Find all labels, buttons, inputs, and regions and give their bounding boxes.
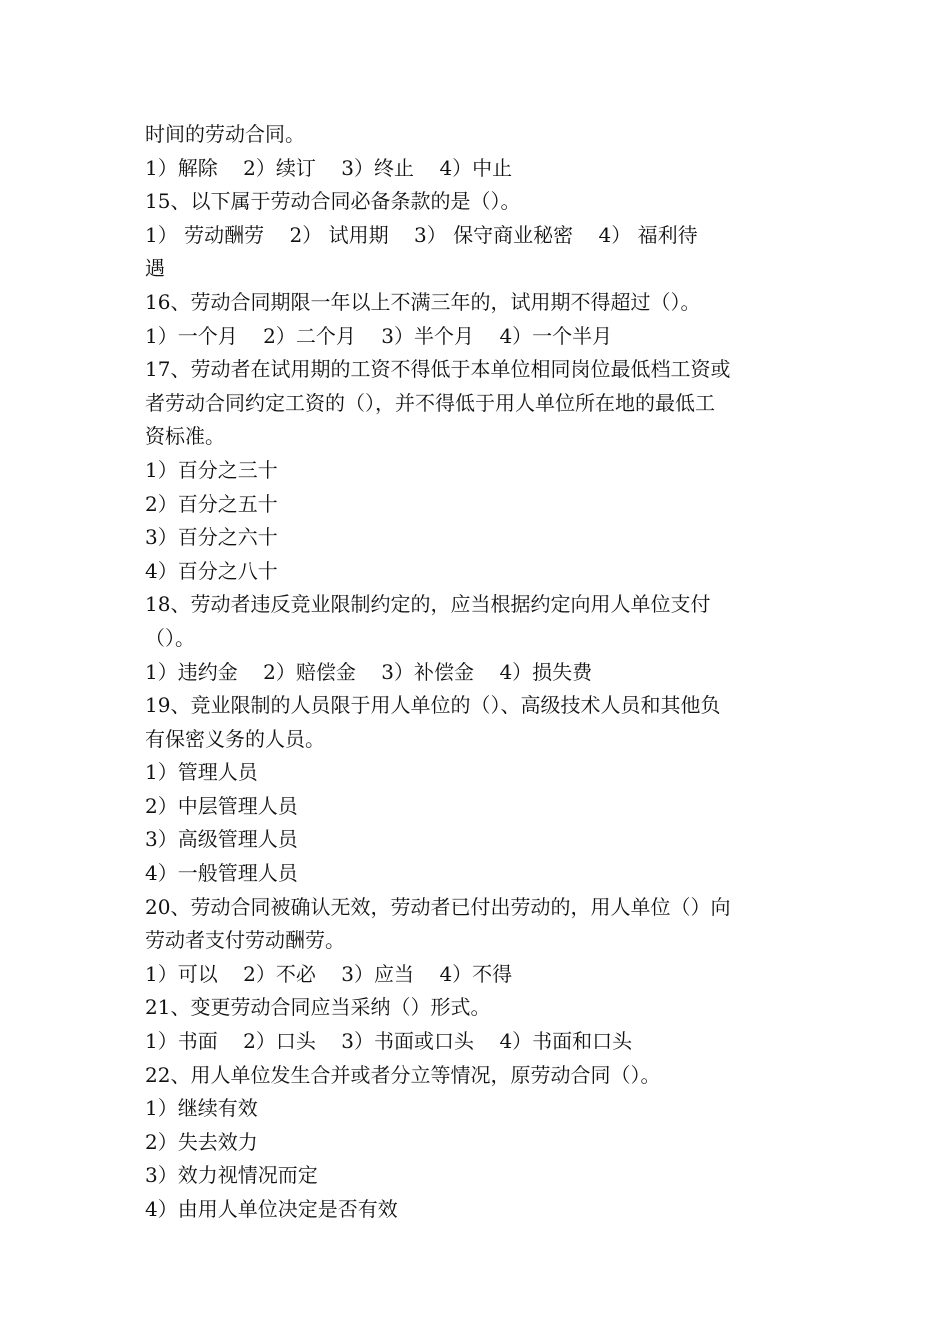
answer-option: 1）管理人员 — [145, 760, 258, 785]
answer-options: 1）违约金 2）赔偿金 3）补偿金 4）损失费 — [145, 659, 593, 684]
answer-options: 1）一个月 2）二个月 3）半个月 4）一个半月 — [145, 323, 613, 348]
answer-options: 1） 劳动酬劳 2） 试用期 3） 保守商业秘密 4） 福利待 — [145, 222, 698, 247]
answer-option: 3）高级管理人员 — [145, 827, 298, 852]
answer-option: 2）中层管理人员 — [145, 793, 298, 818]
text-line: 有保密义务的人员。 — [145, 726, 325, 751]
answer-option: 1）继续有效 — [145, 1096, 258, 1121]
answer-option: 3）效力视情况而定 — [145, 1163, 318, 1188]
question-22: 22、用人单位发生合并或者分立等情况，原劳动合同（）。 — [145, 1062, 661, 1087]
answer-option: 4）百分之八十 — [145, 558, 278, 583]
answer-option: 2）失去效力 — [145, 1129, 258, 1154]
answer-option: 3）百分之六十 — [145, 525, 278, 550]
question-16: 16、劳动合同期限一年以上不满三年的，试用期不得超过（）。 — [145, 289, 701, 314]
text-line: 劳动者支付劳动酬劳。 — [145, 928, 345, 953]
text-line: 资标准。 — [145, 424, 225, 449]
text-line: 者劳动合同约定工资的（），并不得低于用人单位所在地的最低工 — [145, 390, 715, 415]
answer-options: 1）解除 2）续订 3）终止 4）中止 — [145, 155, 513, 180]
answer-options: 1）书面 2）口头 3）书面或口头 4）书面和口头 — [145, 1029, 633, 1054]
question-17: 17、劳动者在试用期的工资不得低于本单位相同岗位最低档工资或 — [145, 357, 731, 382]
answer-option: 2）百分之五十 — [145, 491, 278, 516]
document-page — [145, 118, 810, 1227]
answer-option: 4）一般管理人员 — [145, 861, 298, 886]
answer-options: 1）可以 2）不必 3）应当 4）不得 — [145, 961, 513, 986]
question-18: 18、劳动者违反竞业限制约定的，应当根据约定向用人单位支付 — [145, 592, 711, 617]
text-line: 时间的劳动合同。 — [145, 122, 305, 146]
question-19: 19、竞业限制的人员限于用人单位的（）、高级技术人员和其他负 — [145, 693, 721, 718]
question-21: 21、变更劳动合同应当采纳（）形式。 — [145, 995, 491, 1020]
text-line: 遇 — [145, 256, 165, 281]
text-line: （）。 — [145, 625, 195, 650]
question-15: 15、以下属于劳动合同必备条款的是（）。 — [145, 189, 521, 214]
answer-option: 1）百分之三十 — [145, 457, 278, 482]
answer-option: 4）由用人单位决定是否有效 — [145, 1197, 398, 1221]
question-20: 20、劳动合同被确认无效，劳动者已付出劳动的，用人单位（）向 — [145, 894, 731, 919]
